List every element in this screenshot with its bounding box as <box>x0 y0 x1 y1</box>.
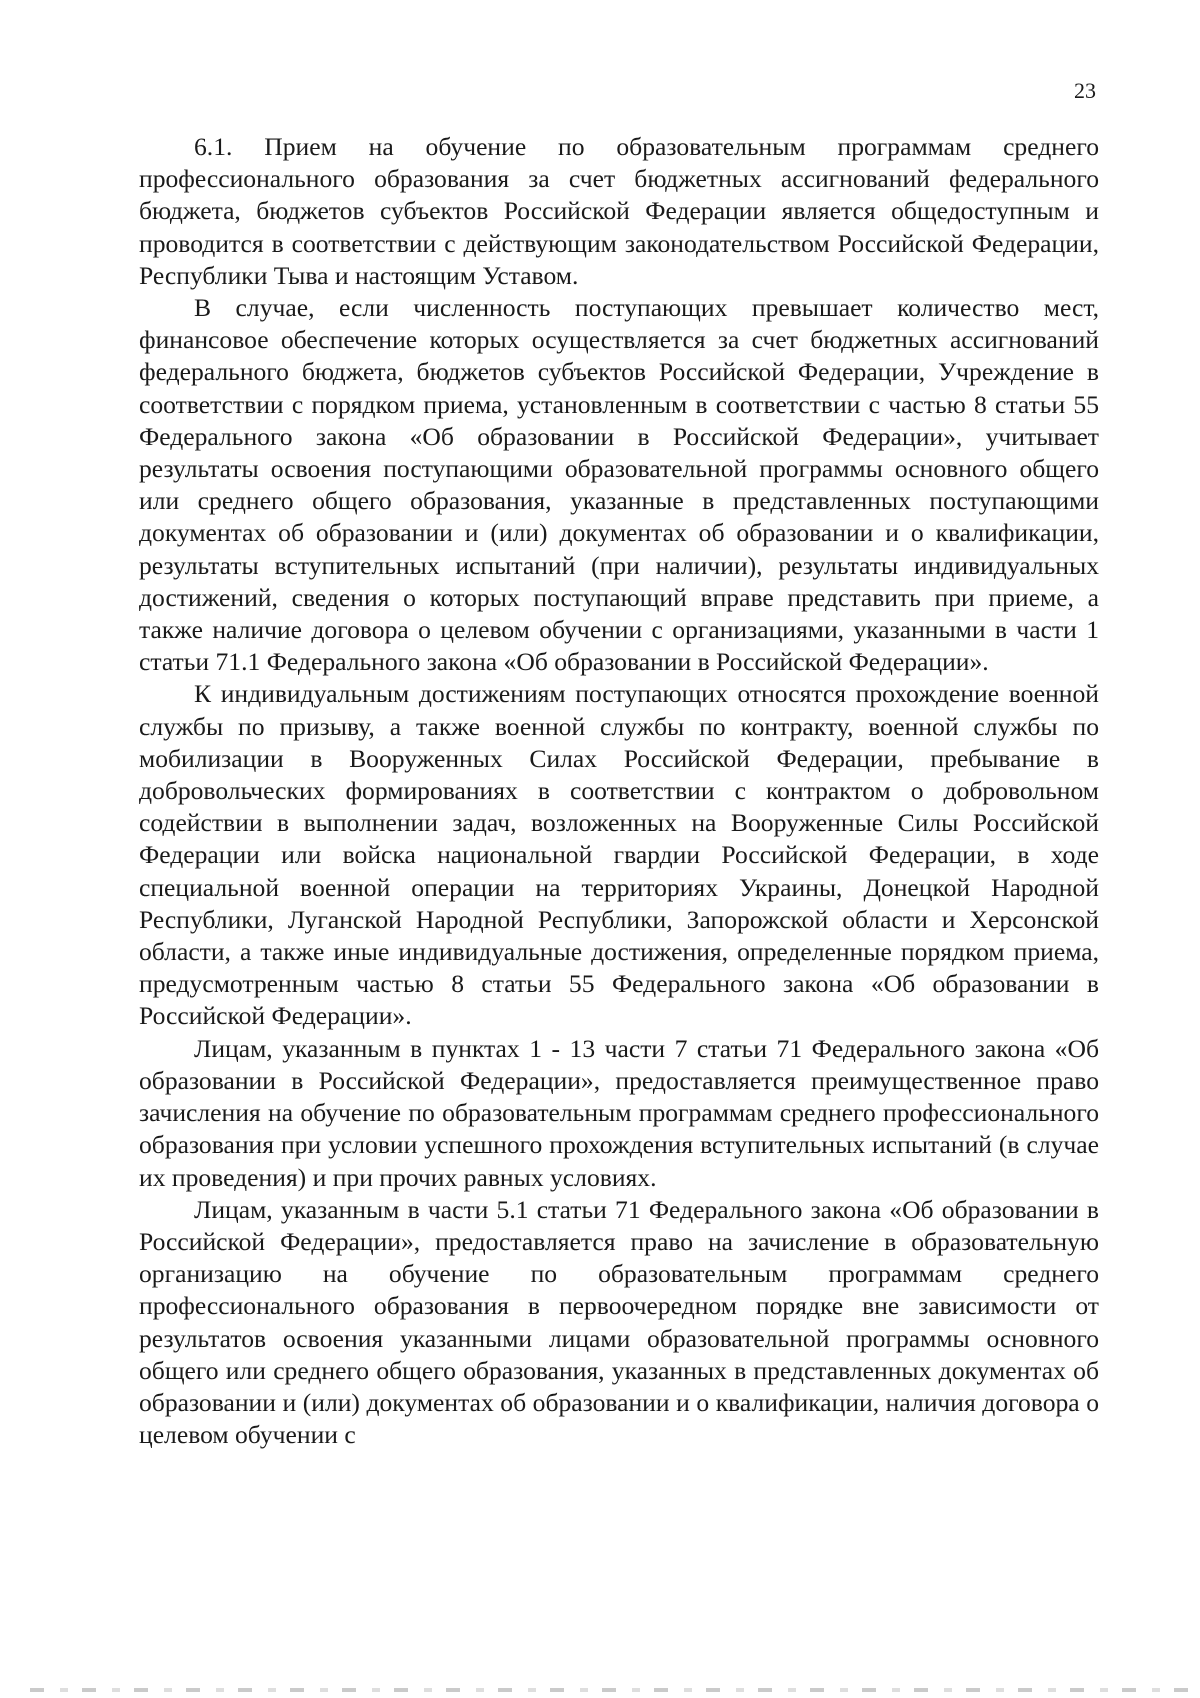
page-number: 23 <box>1074 78 1096 103</box>
paragraph-priority-enrollment: Лицам, указанным в части 5.1 статьи 71 Федерального закона «Об образовании в Российской Федерации», предоставляется право на зачисление в образовательную организацию на обучение по образовательным программам среднего профессионального образования в первоочередном порядке вне зависимости от результатов освоения указанными лицами образовательной программы основного общего или среднего общего образования, указанных в представленных документах об образовании и (или) документах об образовании и о квалификации, наличия договора о целевом обучении с <box>139 1194 1099 1450</box>
paragraph-admission-competition: В случае, если численность поступающих превышает количество мест, финансовое обеспечение которых осуществляется за счет бюджетных ассигнований федерального бюджета, бюджетов субъектов Российской Федерации, Учреждение в соответствии с порядком приема, установленным в соответствии с частью 8 статьи 55 Федерального закона «Об образовании в Российской Федерации», учитывает результаты освоения поступающими образовательной программы основного общего или среднего общего образования, указанные в представленных поступающими документах об образовании и (или) документах об образовании и о квалификации, результаты вступительных испытаний (при наличии), результаты индивидуальных достижений, сведения о которых поступающий вправе представить при приеме, а также наличие договора о целевом обучении с организациями, указанными в части 1 статьи 71.1 Федерального закона «Об образовании в Российской Федерации». <box>139 293 1099 677</box>
paragraph-individual-achievements: К индивидуальным достижениям поступающих относятся прохождение военной службы по призыву, а также военной службы по контракту, военной службы по мобилизации в Вооруженных Силах Российской Федерации, пребывание в добровольческих формированиях в соответствии с контрактом о добровольном содействии в выполнении задач, возложенных на Вооруженные Силы Российской Федерации или войска национальной гвардии Российской Федерации, в ходе специальной военной операции на территориях Украины, Донецкой Народной Республики, Луганской Народной Республики, Запорожской области и Херсонской области, а также иные индивидуальные достижения, определенные порядком приема, предусмотренным частью 8 статьи 55 Федерального закона «Об образовании в Российской Федерации». <box>139 679 1099 1031</box>
scan-edge-artifact <box>30 1688 1190 1692</box>
paragraph-preferential-right: Лицам, указанным в пунктах 1 - 13 части 7 статьи 71 Федерального закона «Об образовании в Российской Федерации», предоставляется преимущественное право зачисления на обучение по образовательным программам среднего профессионального образования при условии успешного прохождения вступительных испытаний (в случае их проведения) и при прочих равных условиях. <box>139 1033 1099 1192</box>
paragraph-6-1: 6.1. Прием на обучение по образовательным программам среднего профессионального образования за счет бюджетных ассигнований федерального бюджета, бюджетов субъектов Российской Федерации является общедоступным и проводится в соответствии с действующим законодательством Российской Федерации, Республики Тыва и настоящим Уставом. <box>139 132 1099 290</box>
document-body <box>139 131 1099 1451</box>
